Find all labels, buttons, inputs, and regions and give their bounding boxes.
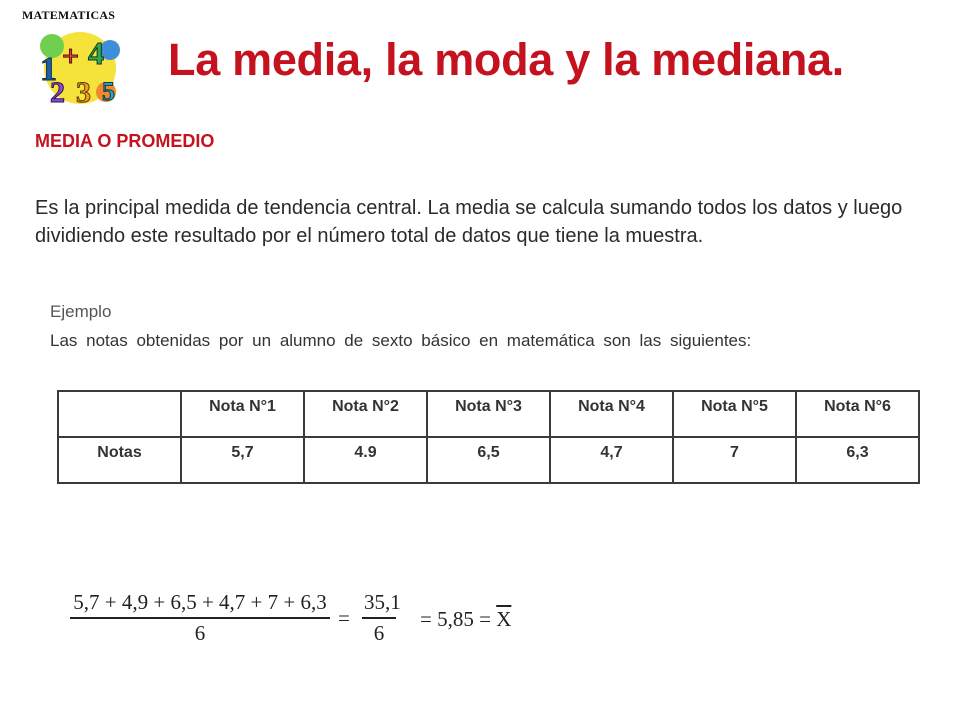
table-row-label: Notas	[58, 437, 181, 483]
svg-text:3: 3	[76, 76, 91, 106]
grades-table	[57, 390, 920, 484]
svg-text:2: 2	[50, 76, 65, 106]
page-title: La media, la moda y la mediana.	[168, 34, 844, 85]
table-cell: 4,7	[550, 437, 673, 483]
section-body: Es la principal medida de tendencia central. La media se calcula sumando todos los datos y luego dividiendo este resultado por el número total de datos que tiene la muestra.	[35, 197, 903, 247]
table-header-cell: Nota N°5	[673, 391, 796, 437]
table-header-cell: Nota N°2	[304, 391, 427, 437]
equals-sign: =	[338, 606, 350, 630]
svg-text:5: 5	[102, 77, 115, 106]
section-heading: MEDIA O PROMEDIO	[35, 131, 215, 151]
table-cell: 6,5	[427, 437, 550, 483]
sum-numerator: 5,7 + 4,9 + 6,5 + 4,7 + 7 + 6,3	[70, 590, 330, 619]
example-text: Las notas obtenidas por un alumno de sexto básico en matemática son las siguientes:	[50, 331, 752, 350]
table-header-row	[58, 391, 919, 437]
numbers-logo-icon	[32, 26, 128, 106]
svg-text:4: 4	[88, 35, 104, 71]
table-header-cell: Nota N°6	[796, 391, 919, 437]
logo	[22, 8, 134, 108]
table-cell: 7	[673, 437, 796, 483]
table-header-cell: Nota N°3	[427, 391, 550, 437]
logo-text: MATEMATICAS	[22, 8, 116, 22]
table-cell: 5,7	[181, 437, 304, 483]
mean-symbol: $\overline{X}$	[496, 607, 512, 631]
table-header-cell: Nota N°4	[550, 391, 673, 437]
sum-denominator: 6	[194, 621, 206, 645]
total-numerator: 35,1	[362, 590, 396, 619]
svg-text:+: +	[62, 40, 80, 73]
svg-text:1: 1	[40, 51, 57, 88]
total-fraction	[362, 590, 401, 646]
table-header-cell: Nota N°1	[181, 391, 304, 437]
example-label: Ejemplo	[50, 302, 112, 321]
formula-result	[420, 607, 511, 632]
result-value: = 5,85 =	[420, 607, 491, 631]
total-denominator: 6	[373, 621, 385, 645]
sum-fraction	[70, 590, 330, 646]
table-header-cell	[58, 391, 181, 437]
table-cell: 6,3	[796, 437, 919, 483]
table-cell: 4.9	[304, 437, 427, 483]
table-row	[58, 437, 919, 483]
